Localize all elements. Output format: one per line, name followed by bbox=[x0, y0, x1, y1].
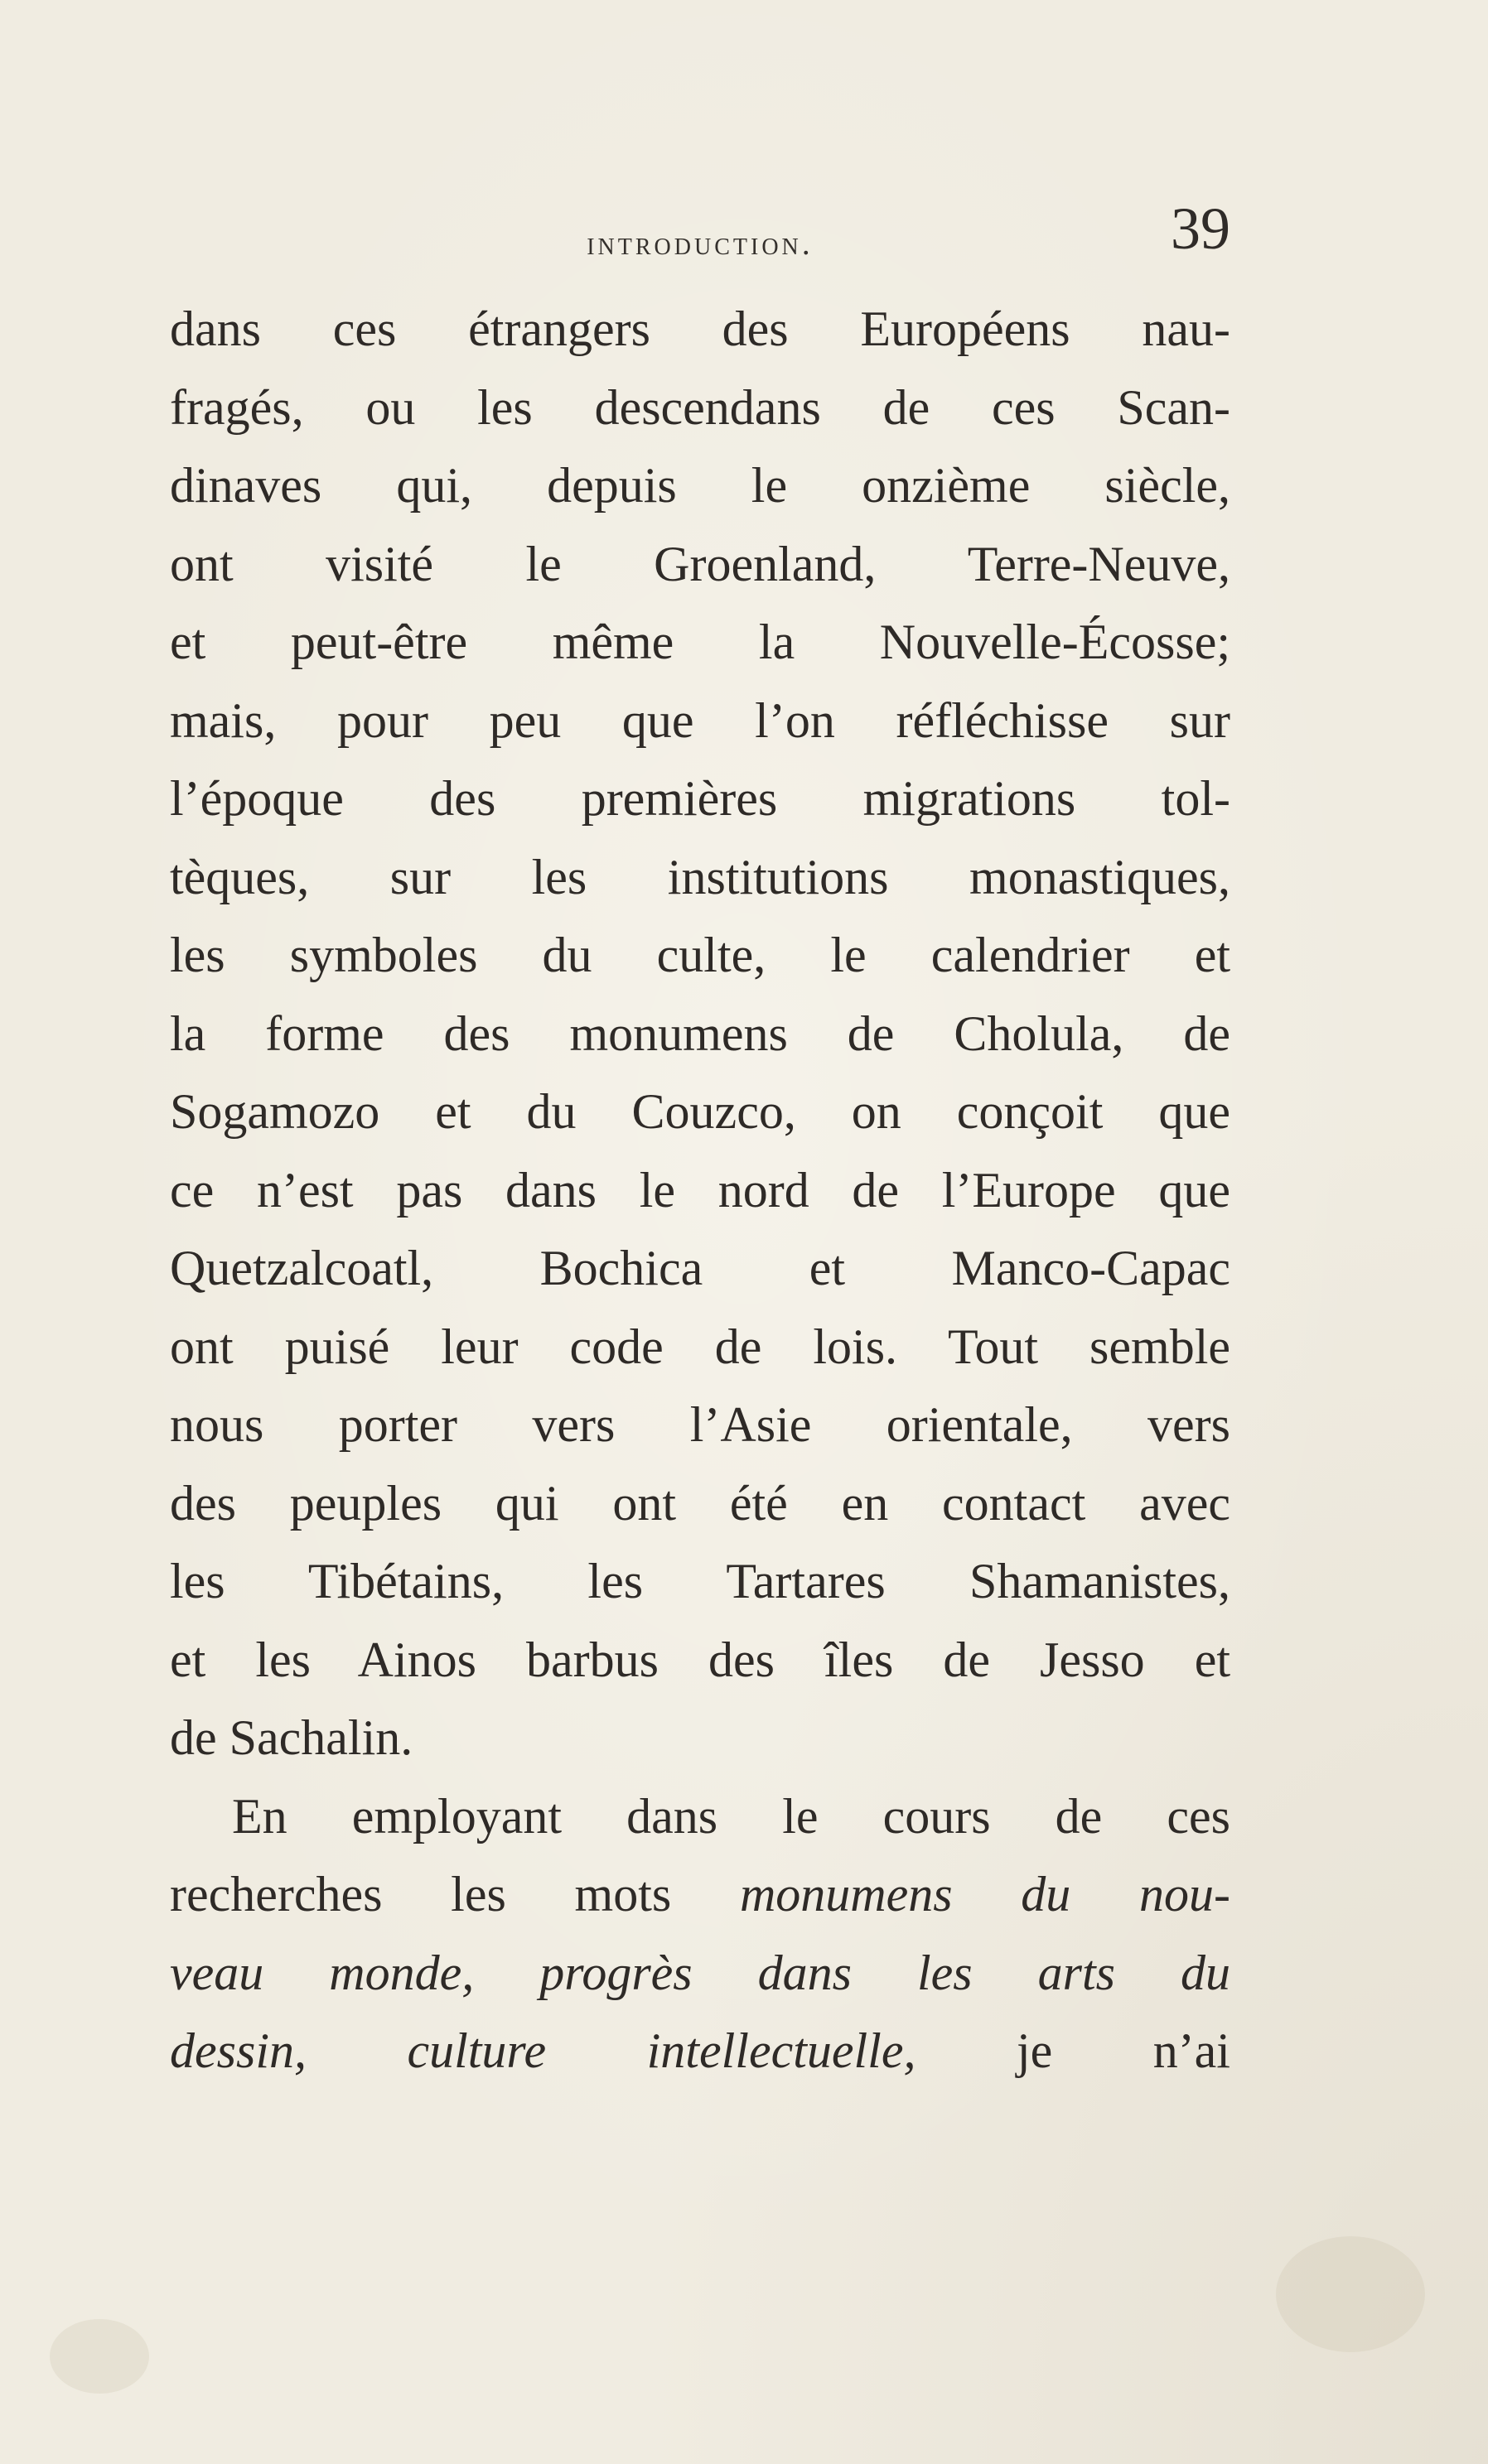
running-head bbox=[170, 195, 1230, 290]
paper-stain bbox=[1276, 2236, 1425, 2352]
text-line: et peut-être même la Nouvelle-Écosse; bbox=[170, 615, 1230, 669]
text-line: les Tibétains, les Tartares Shamanistes, bbox=[170, 1554, 1230, 1608]
text-line: et les Ainos barbus des îles de Jesso et bbox=[170, 1632, 1230, 1687]
text-line: des peuples qui ont été en contact avec bbox=[170, 1475, 1230, 1531]
text-line: Quetzalcoatl, Bochica et Manco-Capac bbox=[170, 1241, 1230, 1295]
text-line: recherches les mots monumens du nou- bbox=[170, 1867, 1230, 1922]
text-line: ont visité le Groenland, Terre-Neuve, bbox=[170, 536, 1230, 591]
text-line: fragés, ou les descendans de ces Scan- bbox=[170, 379, 1230, 435]
italic-text: dessin, culture intellectuelle, bbox=[170, 2023, 916, 2078]
italic-text: veau monde, progrès dans les arts du bbox=[170, 1945, 1230, 2000]
text-line: nous porter vers l’Asie orientale, vers bbox=[170, 1397, 1230, 1452]
text-line: de Sachalin. bbox=[170, 1710, 413, 1765]
text-line: tèques, sur les institutions monastiques, bbox=[170, 849, 1230, 904]
text-line: Sogamozo et du Couzco, on conçoit que bbox=[170, 1084, 1230, 1139]
page-number: 39 bbox=[1171, 195, 1230, 262]
paper-stain bbox=[50, 2319, 149, 2394]
text-line: dans ces étrangers des Européens nau- bbox=[170, 301, 1230, 356]
text-line: ont puisé leur code de lois. Tout semble bbox=[170, 1319, 1230, 1374]
text-line: la forme des monumens de Cholula, de bbox=[170, 1005, 1230, 1061]
text-line bbox=[170, 1934, 1230, 2013]
text-line: dinaves qui, depuis le onzième siècle, bbox=[170, 458, 1230, 513]
text-line: mais, pour peu que l’on réfléchisse sur bbox=[170, 692, 1230, 748]
body-text bbox=[170, 290, 1230, 2090]
text-line: les symboles du culte, le calendrier et bbox=[170, 928, 1230, 982]
text-line: dessin, culture intellectuelle, je n’ai bbox=[170, 2023, 1230, 2078]
running-title: introduction. bbox=[587, 224, 814, 262]
paragraph-first-line: En employant dans le cours de ces bbox=[232, 1788, 1230, 1844]
text-line: ce n’est pas dans le nord de l’Europe que bbox=[170, 1162, 1230, 1218]
text-line: l’époque des premières migrations tol- bbox=[170, 771, 1230, 826]
italic-text: monumens du nou- bbox=[739, 1867, 1230, 1922]
